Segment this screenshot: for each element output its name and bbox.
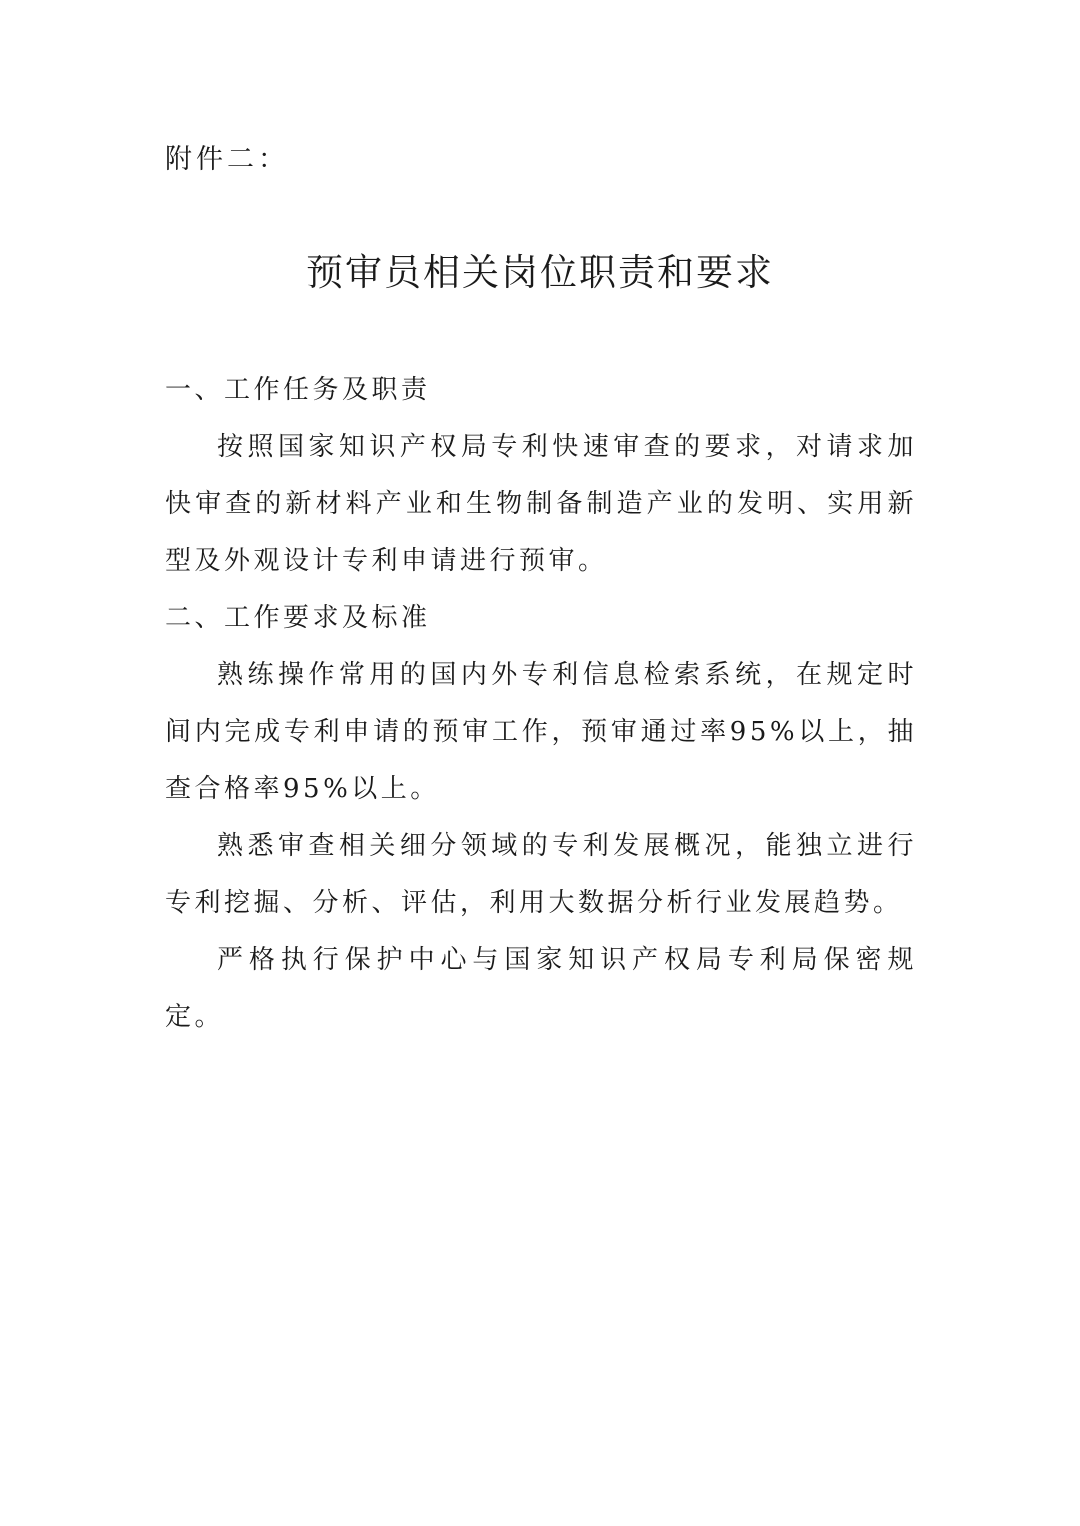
attachment-label: 附件二： [165, 144, 289, 175]
section-duties [165, 362, 917, 590]
document-title: 预审员相关岗位职责和要求 [306, 251, 774, 294]
paragraph: 按照国家知识产权局专利快速审查的要求，对请求加快审查的新材料产业和生物制备制造产业的发明、实用新型及外观设计专利申请进行预审。 [165, 432, 917, 576]
section-heading: 一、工作任务及职责 [165, 375, 431, 405]
paragraph: 严格执行保护中心与国家知识产权局专利局保密规定。 [165, 945, 917, 1032]
document-body [165, 362, 917, 1046]
section-heading: 二、工作要求及标准 [165, 603, 431, 633]
paragraph: 熟练操作常用的国内外专利信息检索系统，在规定时间内完成专利申请的预审工作，预审通过率95%以上，抽查合格率95%以上。 [165, 660, 917, 804]
paragraph: 熟悉审查相关细分领域的专利发展概况，能独立进行专利挖掘、分析、评估，利用大数据分析行业发展趋势。 [165, 831, 917, 918]
section-requirements [165, 590, 917, 1046]
